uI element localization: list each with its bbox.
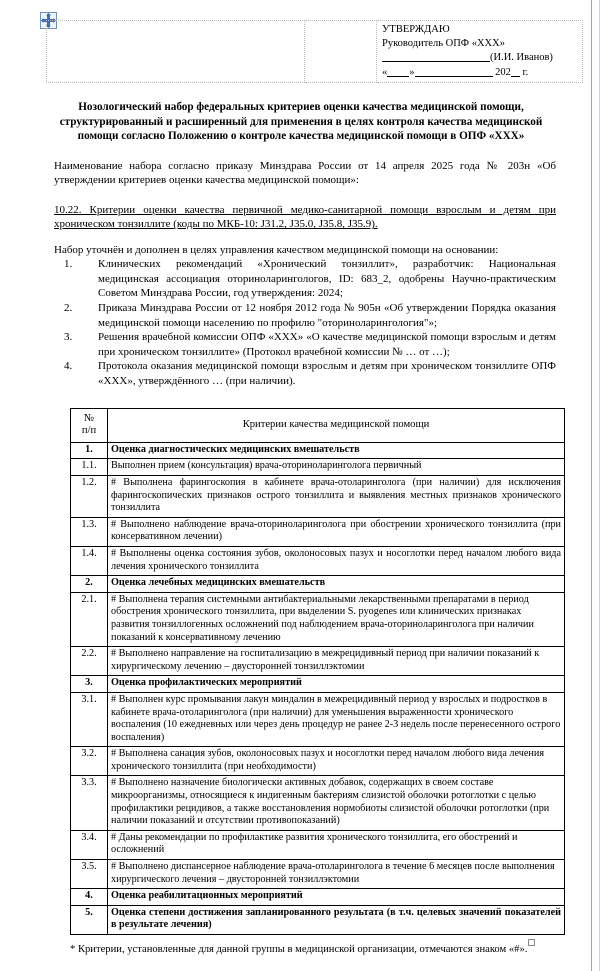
row-number: 1. — [71, 442, 108, 459]
list-item-text: Приказа Минздрава России от 12 ноября 2012 года № 905н «Об утверждении Порядка оказания медицинской помощи населению по профилю "оториноларингология"»; — [98, 302, 556, 329]
row-number: 1.3. — [71, 517, 108, 546]
list-item — [46, 257, 556, 301]
signature-underline — [382, 50, 490, 62]
year-prefix: 202 — [495, 66, 511, 78]
row-text: # Выполнены оценка состояния зубов, околоносовых пазух и носоглотки перед началом любого вида лечения хронического тонзиллита — [108, 546, 565, 575]
table-row — [71, 747, 565, 776]
list-item-text: Клинических рекомендаций «Хронический тонзиллит», разработчик: Национальная медицинская ассоциация оториноларингологов, ID: 683_2, одобрены Научно-практическим Советом Минздрава России, год утверждения: 2024; — [98, 258, 556, 300]
date-quote-close: » — [409, 66, 415, 78]
row-number: 1.1. — [71, 459, 108, 476]
table-row — [71, 517, 565, 546]
list-item-text: Протокола оказания медицинской помощи взрослым и детям при хроническом тонзиллите ОПФ «ХХХ», утверждённого … (при наличии). — [98, 360, 556, 388]
approval-empty-cell-mid — [305, 21, 377, 83]
row-number: 1.4. — [71, 546, 108, 575]
list-item-number: 4. — [64, 360, 73, 373]
table-row — [71, 692, 565, 746]
signature-line — [382, 50, 578, 65]
month-underline — [415, 65, 493, 77]
row-number: 2. — [71, 576, 108, 593]
column-header-criteria: Критерии качества медицинской помощи — [108, 408, 565, 442]
page-right-border — [591, 0, 592, 971]
year-suffix: г. — [522, 66, 529, 78]
column-header-number-line2: п/п — [81, 425, 97, 437]
row-text: # Выполнена фарингоскопия в кабинете врача-отоларинголога (при наличии) для исключения фарингоскопических признаков острого тонзиллита и выявления местных признаков хронического тонзиллита — [108, 476, 565, 518]
table-row — [71, 459, 565, 476]
row-number: 5. — [71, 905, 108, 934]
end-of-document-marker-icon — [528, 939, 535, 946]
approval-cell — [377, 21, 583, 83]
document-content — [46, 20, 561, 956]
year-underline — [511, 65, 520, 77]
row-text: # Выполнена санация зубов, околоносовых пазух и носоглотки перед началом любого вида лечения хронического тонзиллита (при необходимости) — [108, 747, 565, 776]
table-row — [71, 546, 565, 575]
row-text: Выполнен прием (консультация) врача-оториноларинголога первичный — [108, 459, 565, 476]
table-row — [71, 860, 565, 889]
table-row — [71, 676, 565, 693]
row-number: 3.1. — [71, 692, 108, 746]
row-number: 3.2. — [71, 747, 108, 776]
table-row — [71, 442, 565, 459]
row-number: 2.1. — [71, 592, 108, 646]
basis-list — [46, 257, 556, 388]
basis-intro: Набор уточнён и дополнен в целях управления качеством медицинской помощи на основании: — [54, 243, 499, 256]
row-number: 3.5. — [71, 860, 108, 889]
criteria-reference-text: 10.22. Критерии оценки качества первичной медико-санитарной помощи взрослым и детям при хроническом тонзиллите (коды по МКБ-10: J31.2, J35.0, J35.8, J35.9). — [54, 203, 556, 231]
day-underline — [387, 65, 409, 77]
list-item-number: 2. — [64, 302, 73, 315]
row-number: 2.2. — [71, 647, 108, 676]
table-row — [71, 905, 565, 934]
list-item-number: 3. — [64, 331, 73, 344]
footnote-text: * Критерии, установленные для данной группы в медицинской организации, отмечаются знаком «#». — [70, 944, 528, 955]
row-text: # Выполнено направление на госпитализацию в межрецидивный период при наличии показаний к хирургическому лечению – двусторонней тонзиллэктомии — [108, 647, 565, 676]
criteria-reference — [46, 203, 556, 232]
table-row — [71, 576, 565, 593]
table-row — [71, 776, 565, 830]
date-quote-open: « — [382, 66, 388, 78]
row-text: Оценка степени достижения запланированного результата (в т.ч. целевых значений показателей в результате лечения) — [108, 905, 565, 934]
criteria-table — [70, 408, 565, 935]
approve-label: УТВЕРЖДАЮ — [382, 24, 450, 35]
footnote — [70, 939, 556, 956]
date-line — [382, 65, 578, 80]
row-text: # Выполнено диспансерное наблюдение врача-отоларинголога в течение 6 месяцев после выполнения хирургического лечения – двусторонней тонзиллэктомии — [108, 860, 565, 889]
intro-paragraph: Наименование набора согласно приказу Минздрава России от 14 апреля 2025 года № 203н «Об утверждении критериев оценки качества медицинской помощи»: — [54, 159, 556, 187]
approval-row — [47, 21, 583, 83]
table-row — [71, 889, 565, 906]
row-text: Оценка диагностических медицинских вмешательств — [108, 442, 565, 459]
row-number: 3.4. — [71, 830, 108, 859]
approval-header-table — [46, 20, 583, 83]
head-of-org-line: Руководитель ОПФ «ХХХ» — [382, 37, 505, 49]
row-text: Оценка профилактических мероприятий — [108, 676, 565, 693]
row-text: # Выполнено назначение биологически активных добавок, содержащих в своем составе микроорганизмы, относящиеся к индигенным бактериям слизистой оболочки ротоглотки с целью профилактики рецидивов, а также восстановления нормобиоты слизистой оболочки ротоглотки (при наличии показаний и отсутствии противопоказаний) — [108, 776, 565, 830]
row-number: 4. — [71, 889, 108, 906]
table-row — [71, 647, 565, 676]
row-text: # Выполнено наблюдение врача-оториноларинголога при обострении хронического тонзиллита (при консервативном лечении) — [108, 517, 565, 546]
row-number: 3. — [71, 676, 108, 693]
table-row — [71, 592, 565, 646]
column-header-number — [71, 408, 108, 442]
list-item — [46, 330, 556, 359]
column-header-number-line1: № — [83, 412, 95, 424]
table-row — [71, 476, 565, 518]
list-item-number: 1. — [64, 258, 73, 271]
row-number: 1.2. — [71, 476, 108, 518]
row-text: # Даны рекомендации по профилактике развития хронического тонзиллита, его обострений и осложнений — [108, 830, 565, 859]
row-text: Оценка лечебных медицинских вмешательств — [108, 576, 565, 593]
row-text: # Выполнена терапия системными антибактериальными лекарственными препаратами в период обострения хронического тонзиллита, при выделении S. pyogenes или клинических признаках развития тонзиллогенных осложнений под наблюдением врача-оториноларинголога при наличии показаний к консервативному лечению — [108, 592, 565, 646]
row-number: 3.3. — [71, 776, 108, 830]
approval-empty-cell-left — [47, 21, 305, 83]
document-title: Нозологический набор федеральных критериев оценки качества медицинской помощи, структурированный и расширенный для применения в целях контроля качества медицинской помощи согласно Положению о контроле качества медицинской помощи в ОПФ «ХХХ» — [59, 101, 543, 143]
row-text: Оценка реабилитационных мероприятий — [108, 889, 565, 906]
list-item — [46, 301, 556, 330]
row-text: # Выполнен курс промывания лакун миндалин в межрецидивный период у взрослых и подростков в кабинете врача-отоларинголога (при наличии) для уменьшения выраженности хронического воспаления (10 ежедневных или через день процедур не ранее 2-3 недель после перенесенного острого воспаления) — [108, 692, 565, 746]
list-item — [46, 359, 556, 388]
table-header-row — [71, 408, 565, 442]
table-row — [71, 830, 565, 859]
signature-name: (И.И. Иванов) — [490, 52, 553, 63]
list-item-text: Решения врачебной комиссии ОПФ «ХХХ» «О качестве медицинской помощи взрослым и детям при хроническом тонзиллите» (Протокол врачебной комиссии № … от …); — [98, 331, 556, 358]
